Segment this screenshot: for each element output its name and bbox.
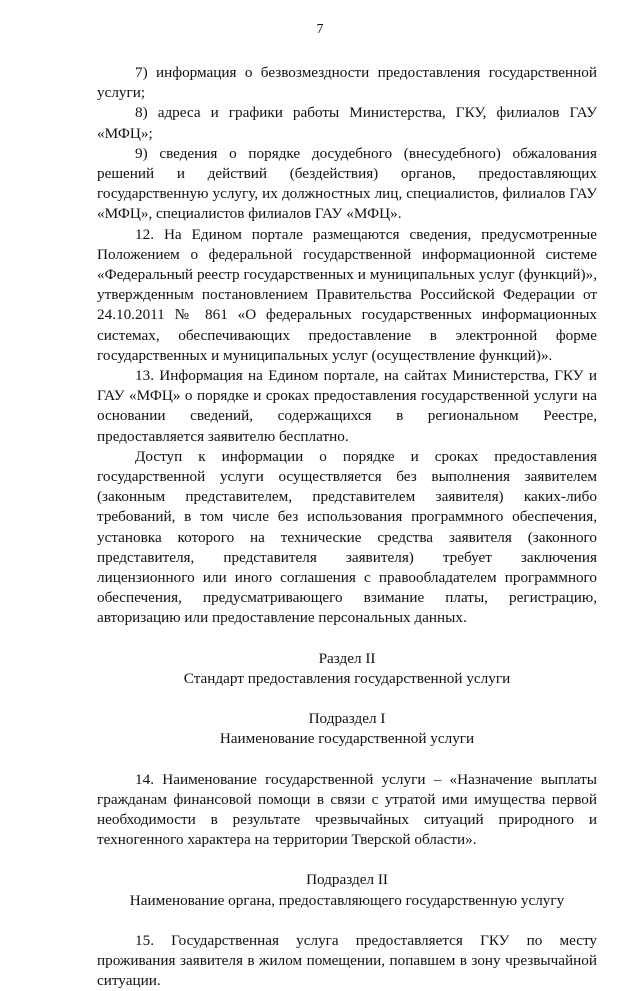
page-number: 7 <box>316 22 324 37</box>
paragraph-access: Доступ к информации о порядке и сроках предоставления государственной услуги осуществляется без выполнения заявителем (законным представителем, представителем заявителя) каких-либо требований, в том числе без использования программного обеспечения, установка которого на технические средства заявителя (законного представителя, представителя заявителя) требует заключения лицензионного или иного соглашения с правообладателем программного обеспечения, предусматривающего взимание платы, регистрацию, авторизацию или предоставление персональных данных. <box>97 447 597 627</box>
spacer <box>97 850 597 870</box>
section-label: Раздел II <box>318 649 376 667</box>
spacer <box>97 689 597 709</box>
subsection-2-label: Подраздел II <box>306 871 388 889</box>
section-title: Стандарт предоставления государственной услуги <box>183 669 511 687</box>
paragraph-13: 13. Информация на Едином портале, на сайтах Министерства, ГКУ и ГАУ «МФЦ» о порядке и сроках предоставления государственной услуги на основании сведений, содержащихся в региональном Реестре, предоставляется заявителю бесплатно. <box>97 367 597 445</box>
subsection-1-title: Наименование государственной услуги <box>219 730 475 748</box>
paragraph-item-7: 7) информация о безвозмездности предоставления государственной услуги; <box>97 64 597 102</box>
paragraph-item-9: 9) сведения о порядке досудебного (внесудебного) обжалования решений и действий (бездействия) органов, предоставляющих государственную услугу, их должностных лиц, специалистов, филиалов ГАУ «МФЦ», специалистов филиалов ГАУ «МФЦ». <box>97 144 597 223</box>
subsection-2-title: Наименование органа, предоставляющего государственную услугу <box>129 891 565 909</box>
paragraph-item-8: 8) адреса и графики работы Министерства, ГКУ, филиалов ГАУ «МФЦ»; <box>97 104 597 142</box>
paragraph-15: 15. Государственная услуга предоставляется ГКУ по месту проживания заявителя в жилом помещении, попавшем в зону чрезвычайной ситуации. <box>97 931 597 990</box>
subsection-1-label: Подраздел I <box>308 710 386 728</box>
document-body <box>97 63 597 991</box>
spacer <box>97 911 597 931</box>
paragraph-14: 14. Наименование государственной услуги – «Назначение выплаты гражданам финансовой помощи в связи с утратой ими имущества первой необходимости в результате чрезвычайных ситуаций природного и техногенного характера на территории Тверской области». <box>97 770 597 849</box>
spacer <box>97 629 597 649</box>
spacer <box>97 750 597 770</box>
paragraph-12: 12. На Едином портале размещаются сведения, предусмотренные Положением о федеральной государственной информационной системе «Федеральный реестр государственных и муниципальных услуг (функций)», утвержденным постановлением Правительства Российской Федерации от 24.10.2011 № 861 «О федеральных государственных информационных системах, обеспечивающих предоставление в электронной форме государственных и муниципальных услуг (осуществление функций)». <box>97 225 597 364</box>
